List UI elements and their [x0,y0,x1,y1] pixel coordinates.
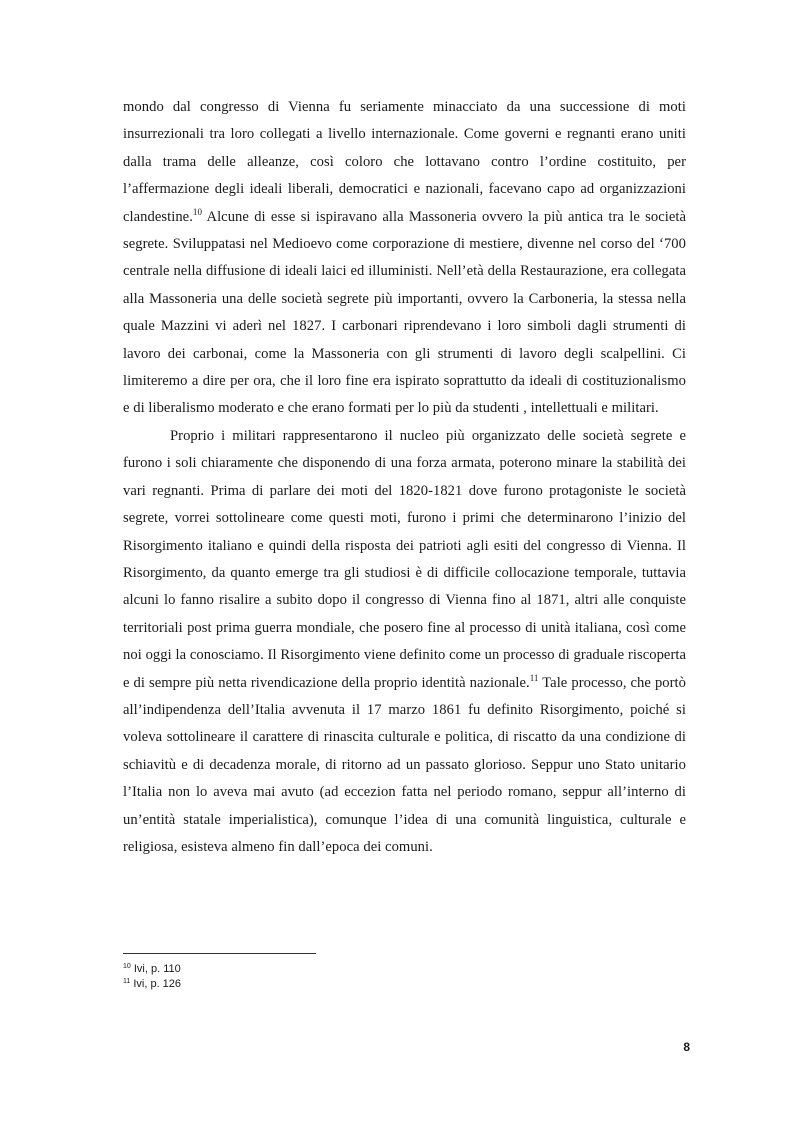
paragraph-2-text-a: Proprio i militari rappresentarono il nucleo più organizzato delle società segrete e furono i soli chiaramente che disponendo di una forza armata, poterono minare la stabilità dei vari regnanti. Prima di parlare dei moti del 1820-1821 dove furono protagoniste le società segrete, vorrei sottolineare come questi moti, furono i primi che determinarono l’inizio del Risorgimento italiano e quindi della risposta dei patrioti agli esiti del congresso di Vienna. Il Risorgimento, da quanto emerge tra gli studiosi è di difficile collocazione temporale, tuttavia alcuni lo fanno risalire a subito dopo il congresso di Vienna fino al 1871, altri alle conquiste territoriali post prima guerra mondiale, che posero fine al processo di unità italiana, così come noi oggi la conosciamo. Il Risorgimento viene definito come un processo di graduale riscoperta e di sempre più netta rivendicazione della proprio identità nazionale. [123,427,686,691]
paragraph-1-text-a: mondo dal congresso di Vienna fu seriamente minacciato da una successione di moti insurrezionali tra loro collegati a livello internazionale. Come governi e regnanti erano uniti dalla trama delle alleanze, così coloro che lottavano contro l’ordine costituito, per l’affermazione degli ideali liberali, democratici e nazionali, facevano capo ad organizzazioni clandestine. [123,99,686,225]
footnote-ref-11[interactable]: 11 [529,672,539,683]
footnote-number: 11 [123,978,131,985]
footnote-separator [123,953,316,954]
footnotes [123,962,181,992]
paragraph-1-text-b: Alcune di esse si ispiravano alla Massoneria ovvero la più antica tra le società segrete. Sviluppatasi nel Medioevo come corporazione di mestiere, divenne nel corso del ‘700 centrale nella diffusione di ideali laici ed illuministi. Nell’età della Restaurazione, era collegata alla Massoneria una delle società segrete più importanti, ovvero la Carboneria, la stessa nella quale Mazzini vi aderì nel 1827. I carbonari riprendevano i loro simboli dagli strumenti di lavoro dei carbonai, come la Massoneria con gli strumenti di lavoro degli scalpellini. Ci limiteremo a dire per ora, che il loro fine era ispirato soprattutto da ideali di costituzionalismo e di liberalismo moderato e che erano formati per lo più da studenti , intellettuali e militari. [123,208,686,417]
footnote-10 [123,962,181,977]
footnote-ref-10[interactable]: 10 [192,206,203,217]
paragraph-2 [123,423,686,862]
paragraph-1 [123,94,686,423]
footnote-11 [123,977,181,992]
page-number: 8 [683,1040,690,1054]
footnote-number: 10 [123,963,131,970]
footnote-text: Ivi, p. 110 [130,963,181,975]
paragraph-2-text-b: Tale processo, che portò all’indipendenza dell’Italia avvenuta il 17 marzo 1861 fu definito Risorgimento, poiché si voleva sottolineare il carattere di rinascita culturale e politica, di riscatto da una condizione di schiavitù e di decadenza morale, di ritorno ad un passato glorioso. Seppur uno Stato unitario l’Italia non lo aveva mai avuto (ad eccezion fatta nel periodo romano, seppur all’interno di un’entità statale imperialistica), comunque l’idea di una comunità linguistica, culturale e religiosa, esisteva almeno fin dall’epoca dei comuni. [123,674,686,855]
footnote-text: Ivi, p. 126 [130,978,182,990]
main-text [123,94,686,861]
